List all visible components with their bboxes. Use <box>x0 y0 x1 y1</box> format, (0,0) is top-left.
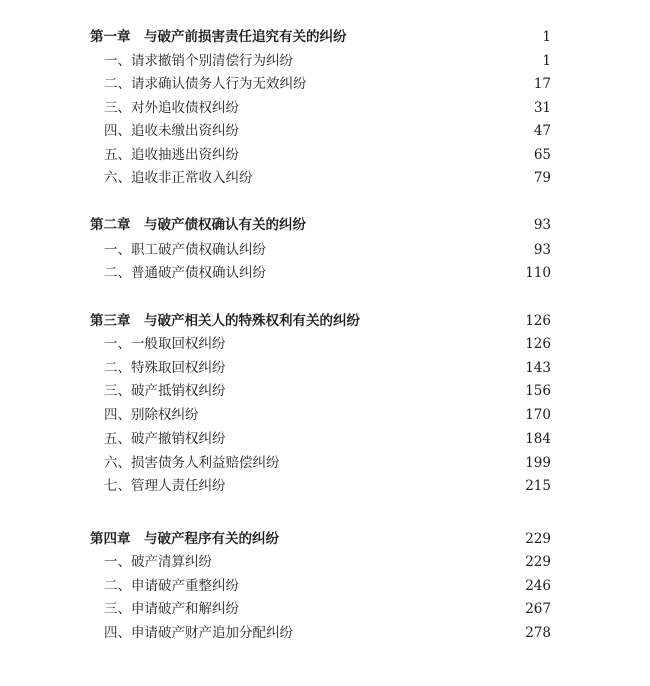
toc-entry-3-1[interactable] <box>0 333 650 355</box>
entry-page-number: 65 <box>533 147 551 163</box>
entry-page-number: 184 <box>525 431 551 447</box>
entry-page-number: 143 <box>525 360 551 376</box>
entry-page-number: 170 <box>525 407 551 423</box>
toc-entry-4-2[interactable] <box>0 575 650 597</box>
toc-entry-1-4[interactable] <box>0 120 650 142</box>
entry-page-number: 156 <box>525 383 551 399</box>
toc-entry-3-2[interactable] <box>0 357 650 379</box>
chapter-page-number: 1 <box>542 29 551 45</box>
entry-title: 四、追收未缴出资纠纷 <box>104 123 239 139</box>
toc-entry-3-7[interactable] <box>0 475 650 497</box>
entry-title: 三、申请破产和解纠纷 <box>104 601 239 617</box>
toc-entry-1-5[interactable] <box>0 144 650 166</box>
entry-page-number: 126 <box>525 336 551 352</box>
entry-title: 一、请求撤销个别清偿行为纠纷 <box>104 53 293 69</box>
entry-title: 六、追收非正常收入纠纷 <box>104 170 253 186</box>
entry-page-number: 246 <box>525 578 551 594</box>
entry-page-number: 229 <box>525 554 551 570</box>
toc-entry-3-4[interactable] <box>0 404 650 426</box>
entry-page-number: 31 <box>533 100 551 116</box>
toc-entry-3-3[interactable] <box>0 380 650 402</box>
entry-title: 四、别除权纠纷 <box>104 407 199 423</box>
chapter-page-number: 126 <box>525 313 551 329</box>
toc-chapter-1[interactable] <box>0 26 650 48</box>
entry-title: 三、破产抵销权纠纷 <box>104 383 226 399</box>
entry-page-number: 17 <box>533 76 551 92</box>
toc-entry-2-1[interactable] <box>0 239 650 261</box>
toc-entry-4-3[interactable] <box>0 598 650 620</box>
toc-entry-2-2[interactable] <box>0 262 650 284</box>
entry-title: 二、特殊取回权纠纷 <box>104 360 226 376</box>
entry-page-number: 278 <box>525 625 551 641</box>
chapter-page-number: 229 <box>525 531 551 547</box>
chapter-title: 第一章 与破产前损害责任追究有关的纠纷 <box>90 29 347 45</box>
entry-page-number: 47 <box>533 123 551 139</box>
toc-entry-4-4[interactable] <box>0 622 650 644</box>
entry-page-number: 79 <box>533 170 551 186</box>
toc-entry-1-3[interactable] <box>0 97 650 119</box>
chapter-title: 第四章 与破产程序有关的纠纷 <box>90 531 279 547</box>
entry-title: 四、申请破产财产追加分配纠纷 <box>104 625 293 641</box>
entry-page-number: 215 <box>525 478 551 494</box>
toc-chapter-4[interactable] <box>0 528 650 550</box>
toc-chapter-3[interactable] <box>0 310 650 332</box>
entry-title: 五、追收抽逃出资纠纷 <box>104 147 239 163</box>
entry-title: 六、损害债务人利益赔偿纠纷 <box>104 455 280 471</box>
toc-entry-1-6[interactable] <box>0 167 650 189</box>
entry-page-number: 1 <box>542 53 551 69</box>
entry-page-number: 93 <box>533 242 551 258</box>
toc-entry-3-5[interactable] <box>0 428 650 450</box>
toc-entry-4-1[interactable] <box>0 551 650 573</box>
toc-entry-1-1[interactable] <box>0 50 650 72</box>
entry-title: 二、申请破产重整纠纷 <box>104 578 239 594</box>
toc-entry-3-6[interactable] <box>0 452 650 474</box>
entry-title: 一、一般取回权纠纷 <box>104 336 226 352</box>
entry-page-number: 267 <box>525 601 551 617</box>
toc-chapter-2[interactable] <box>0 214 650 236</box>
entry-page-number: 199 <box>525 455 551 471</box>
entry-page-number: 110 <box>525 265 551 281</box>
entry-title: 三、对外追收债权纠纷 <box>104 100 239 116</box>
entry-title: 一、破产清算纠纷 <box>104 554 212 570</box>
toc-entry-1-2[interactable] <box>0 73 650 95</box>
entry-title: 二、普通破产债权确认纠纷 <box>104 265 266 281</box>
entry-title: 二、请求确认债务人行为无效纠纷 <box>104 76 307 92</box>
chapter-page-number: 93 <box>533 217 551 233</box>
entry-title: 一、职工破产债权确认纠纷 <box>104 242 266 258</box>
entry-title: 五、破产撤销权纠纷 <box>104 431 226 447</box>
chapter-title: 第三章 与破产相关人的特殊权利有关的纠纷 <box>90 313 360 329</box>
chapter-title: 第二章 与破产债权确认有关的纠纷 <box>90 217 306 233</box>
entry-title: 七、管理人责任纠纷 <box>104 478 226 494</box>
